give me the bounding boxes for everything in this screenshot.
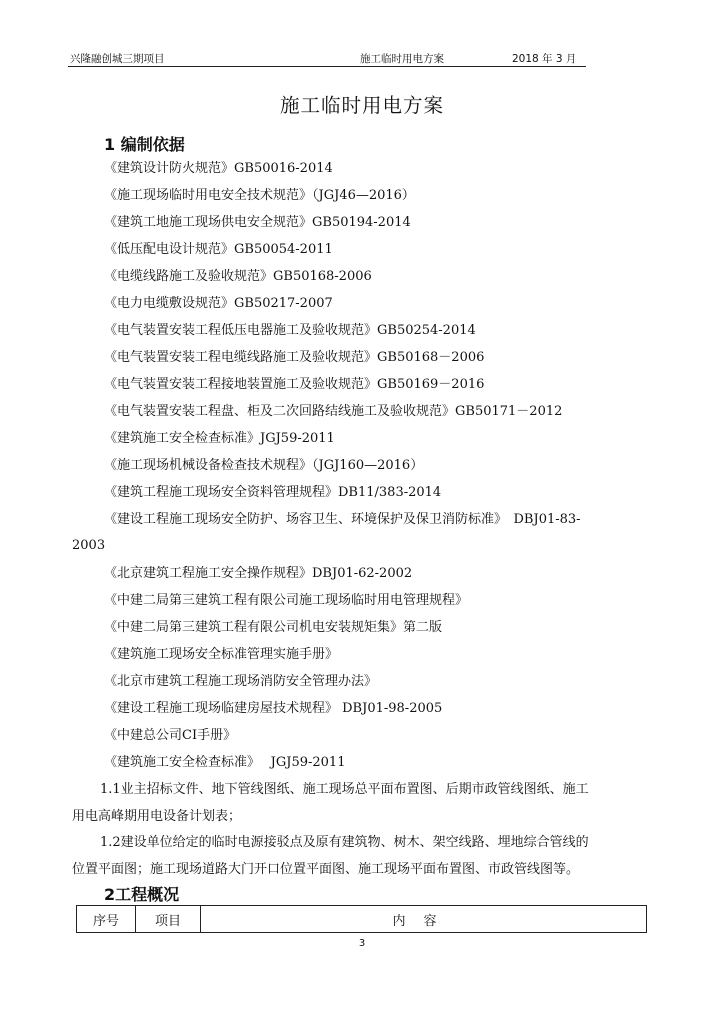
reference-item: 《北京市建筑工程施工现场消防安全管理办法》: [104, 674, 378, 689]
reference-item: 《电气装置安装工程接地装置施工及验收规范》GB50169－2016: [104, 377, 485, 392]
reference-item: 《电气装置安装工程低压电器施工及验收规范》GB50254-2014: [104, 323, 476, 338]
paragraph-1-1-line-2: 用电高峰期用电设备计划表；: [72, 808, 242, 824]
table-header-item: 项目: [136, 906, 201, 933]
paragraph-1-2-line-1: 1.2建设单位给定的临时电源接驳点及原有建筑物、树木、架空线路、埋地综合管线的: [100, 835, 589, 850]
section-2-heading: 2工程概况: [104, 885, 180, 904]
reference-item: 《电缆线路施工及验收规范》GB50168-2006: [104, 269, 372, 284]
reference-item: 《施工现场临时用电安全技术规范》（JGJ46—2016）: [104, 188, 415, 203]
reference-item: 《施工现场机械设备检查技术规程》（JGJ160—2016）: [104, 458, 424, 473]
reference-item: 《电力电缆敷设规范》GB50217-2007: [104, 296, 333, 311]
reference-item: 《建设工程施工现场安全防护、场容卫生、环境保护及保卫消防标准》 DBJ01-83-: [104, 512, 581, 527]
reference-item: 《建筑施工安全检查标准》 JGJ59-2011: [104, 755, 346, 770]
project-overview-table: [76, 905, 647, 933]
reference-item: 《建筑设计防火规范》GB50016-2014: [104, 161, 333, 176]
paragraph-1-1-line-1: 1.1业主招标文件、地下管线图纸、施工现场总平面布置图、后期市政管线图纸、施工: [100, 782, 589, 797]
reference-item: 《北京建筑工程施工安全操作规程》DBJ01-62-2002: [104, 566, 413, 581]
reference-item: 《电气装置安装工程电缆线路施工及验收规范》GB50168－2006: [104, 350, 485, 365]
paragraph-1-1: [72, 781, 660, 826]
reference-item: 《中建二局第三建筑工程有限公司施工现场临时用电管理规程》: [104, 593, 469, 608]
section-1-heading: 1 编制依据: [104, 135, 185, 154]
page-header: [68, 50, 586, 67]
page-number: 3: [358, 938, 366, 949]
reference-item: 《低压配电设计规范》GB50054-2011: [104, 242, 333, 257]
header-project: 兴隆融创城三期项目: [70, 53, 165, 65]
table-header-serial: 序号: [77, 906, 136, 933]
reference-item: 《建筑工地施工现场供电安全规范》GB50194-2014: [104, 215, 411, 230]
table-header-content: 内容: [201, 906, 647, 933]
reference-item: 《电气装置安装工程盘、柜及二次回路结线施工及验收规范》GB50171－2012: [104, 404, 563, 419]
header-date: 2018 年 3 月: [512, 53, 577, 65]
reference-item: 《中建二局第三建筑工程有限公司机电安装规矩集》第二版: [104, 620, 443, 635]
reference-item-continuation: 2003: [72, 538, 106, 553]
reference-item: 《建设工程施工现场临建房屋技术规程》 DBJ01-98-2005: [104, 701, 443, 716]
reference-item: 《建筑施工现场安全标准管理实施手册》: [104, 647, 339, 662]
paragraph-1-2: [72, 834, 660, 879]
reference-item: 《建筑施工安全检查标准》JGJ59-2011: [104, 431, 335, 446]
document-title: 施工临时用电方案: [279, 94, 444, 117]
reference-item: 《中建总公司CI手册》: [104, 728, 237, 743]
paragraph-1-2-line-2: 位置平面图；施工现场道路大门开口位置平面图、施工现场平面布置图、市政管线图等。: [72, 861, 580, 877]
header-doc-name: 施工临时用电方案: [360, 53, 444, 65]
reference-item: 《建筑工程施工现场安全资料管理规程》DB11/383-2014: [104, 485, 442, 500]
